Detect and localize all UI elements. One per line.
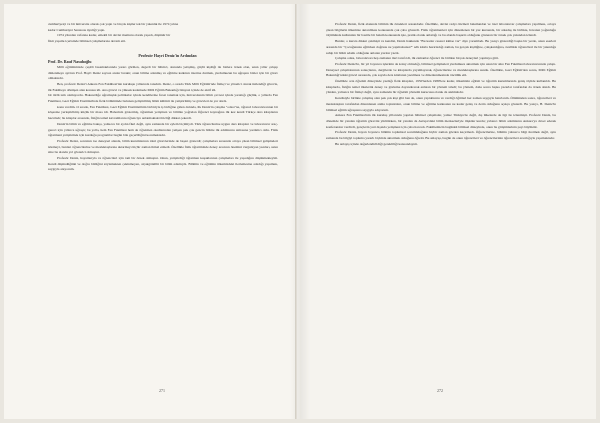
- paragraph: Ankara Fen Fakültesi'nin ilk kuruluş yıllarında yapılan bilimsel çalışmalar, yalnız Türkiye'de değil, dış ülkelerde de ilgi ile izlenmişti. Profesör Deniz, bu dönemde bir yandan öğretim görevini yürütürken, bir yandan da Avrupa'daki bilim merkezleriyle ilişkiler kurdu; yabancı bilim adamlarını Ankara'ya davet ederek konferanslar verdirdi, gençlerin yurt dışında yetişmesi için çaba harcadı. Fakültemizin bugünkü bilimsel düzeyinde, onun bu girişimlerinin payı büyüktür.: [326, 113, 556, 129]
- right-page-body: [326, 22, 556, 147]
- paragraph: bir türlü tam olamıyordu. Hakaretliğe uğramışlık politikalar içinde kendilerine fırsat tanımak için, üniversitenin bilim çevresi içinde yarattığı güçlük, o yıllarda Fen Fakültesi, Gazi Eğitim Enstitüsü'nde fizik bölümünde bulunan geliştirilmiş bilim kültürü ile yetiştirilmiş ve görevleri de yer alırdı.: [48, 93, 278, 104]
- paragraph: Deniz'in bilim ve eğitime bakışı, yalnızca bir aydın fikri değil, aynı zamanda bir eylem biçimiydi. Türk öğrencilerine uygun ders kitapları ve laboratuvar araç-gereci için yıllarca uğraştı; bu yolla, hem Fen Fakültesi hem de öğretmen okullarından yetişen pek çok gencin bilime ilk adımlarını atmasına yardımcı oldu. Fizik öğretmeni yetiştirmek için kurduğu programlar bugün bile geçerliliğini korumaktadır.: [48, 121, 278, 138]
- page-number-right: 272: [437, 388, 443, 393]
- intro-line: 1974 yılından vefatına kadar, emekli bir devlet memuru olarak yaşadı, düşünür bir: [57, 33, 171, 38]
- paragraph: Kendisiyle birlikte çalışmış olan pek çok kişi gibi ben de, onun yaptıklarını ve verdiği öğütleri her zaman saygıyla hatırlarım. Ölümünden sonra, öğrencileri ve meslektaşları tarafından düzenlenen anma toplantıları, onun bilime ve eğitime katkısının ne kadar geniş ve derin olduğunu açıkça gösterdi. Bu yazıyı, H. Deniz'in bilimsel eğitim uğraşısına saygıyla adıyorum.: [326, 96, 556, 112]
- article-heading: Profesör Hayri Deniz'in Ardından: [138, 52, 197, 58]
- paragraph: Profesör Deniz, sonraları ise deneysel alanda, bilim kurumlarının idari görevlerinde de başarı gösterdi; çalışmaları sırasında ortaya çıkan bilimsel gelişmeleri izlemeyi, bunları öğrencilerine ve meslektaşlarına aktarmayı hiçbir zaman ihmal etmedi. Özellikle fizik öğretiminde deney aracının önemini vurgulayan yazıları, uzun süre bu alanda yol gösterici olmuştur.: [48, 138, 278, 155]
- left-page: [4, 4, 300, 419]
- paragraph: Profesör Deniz, hayatlarıyla ve öğrencileri için tam bir örnek olmuştur. Onun, yetiştirdiği öğretmen kuşaklarının çalışmaları ile yaşadığını düşünmekteyim. Kendi düşündüğünü ve doğru bildiğini söylemekten çekinmeyen, alçakgönüllü bir bilim adamıydı. Bilimin ve eğitimin ülkemizdeki ilerlemesine adadığı yaşamını, saygıyla anıyorum.: [48, 156, 278, 172]
- intro-line: cumhuriyetçi ve bir üniversite olarak çok yaptı ve birçok kişiler tek bir yakınlık ile 1974 yılına: [48, 22, 179, 26]
- paragraph: konu verdim. O sırada, Fen Fakültesi, Gazi Eğitim Enstitüsü'nün birbiriyle iş birliğine giden dalında, ilk Deniz'in çalışma "odası"na, öğrenci laboratuvarının bir köşesine yerleştirilmiş küçük bir masa idi. Haberiniz göstermiş, öğretmen yetiştiren ve bilimle yoğrulan Öğrenci kaynağına ilk kez kendi Türkçe ders kitaplarını hazırladı; bu kitaplar arasında, fiziğin temel kavramlarını öğrenciye anlatmaktaki titizliği dikkat çekerdi.: [48, 104, 278, 121]
- paragraph: Bunlar, o kursta dikkat çekmişti ve kendisi, Deniz hakkında "Bu kadar cesaret kimse var" diye yorumladı. Bu yazıyı gösterdiği başka bir yerde, onun eserleri arasında bir "Çocuğunuzu eğitirken doğrusu ne yapmalısınız?" adlı kitabı hazırladığı zaman, bu gerçek kişiliğine, çalışkanlığına, özellikle öğrencileri ile bir yakınlığa sahip bir bilim adamı olduğunu anlatan yazılar yazdı.: [326, 39, 556, 55]
- paragraph: Profesör Deniz, fizik alanında bilimin ilk örnekleri arasındadır. Özellikle, devlet radyo hizmeti bakımından ve özel laboratuvar çalışmaları yapılması, ortaya çıkan bilgilerin ülkemize aktarılması konusunda çok çaba gösterdi. Fizik öğretmenleri için düzenlenen bir yaz kursunda, bir arkadaş ile birlikte, havanın yoğunluğu ölçümünde kullanılan bir basitle bir bakım konusunda işte, pratik olarak anlattığı ve bu alanda başarılı olduğunu gösteren bir örnek çok yakından izlendi.: [326, 22, 556, 38]
- paragraph: Profesör Deniz'in, bir yıl boyunca işlerinin de kolay olmadığı, bilimsel gelişmeleri yurdumuza aktarmak için uzun bir süre Fen Fakültesi laboratuvarında çalıştı. Deneysel çalışmalarının sonuçlarını, dergilerde ve kitaplarda yayımlayarak, öğrencilerine ve meslektaşlarına sundu. Özellikle, Gazi Eğitim'den sonra, Milli Eğitim Bakanlığı'ndaki görevi sırasında, çok sayıda ders kitabının yazılması ve düzenlenmesinde öncülük etti.: [326, 61, 556, 78]
- right-page: [300, 4, 596, 419]
- paragraph: Bu anlayış içinde değerlendirildiği gerekliliği kanısındayım.: [335, 141, 418, 146]
- left-page-body: [48, 22, 278, 173]
- page-number-left: 271: [159, 388, 165, 393]
- book-gutter: [295, 4, 297, 419]
- paragraph: Çalışma odası, laboratuvarı hep zamanın ileri tarafı idi, ilk zamanlar öğrenci ile birlikte birçok deneyleri yapmaya gitti.: [335, 56, 499, 61]
- paragraph: Milli eğitimimizde çeşitli basamaklarında yararı görülen, degerli bir bilimci, alanında yetişmiş, güçlü kişiliği ile bizlere örnek olan, uzun yıllar çalışıp dinlenmeye ayrılan Prof. Hayri Deniz sayısız anılar bıraktı; onun bilime adanmış ve eğitime katkıları üzerine durmak, yurdumuzun bu uğraşını bizler için bir görev olmaktadır.: [48, 64, 278, 81]
- article-author: Prof. Dr. Rauf Nasuhoğlu: [48, 58, 92, 64]
- intro-line: fikir yaşamı içerisinde bilimsel çalışmalarına devam etti.: [48, 39, 126, 44]
- book-spread: [4, 4, 596, 419]
- paragraph: Profesör Deniz, hayatı boyunca bilimin toplumsal sorumluluğunu hiçbir zaman gözden kaçırmadı. Öğrencilerine, bilimin yalnızca bilgi üretmek değil, aynı zamanda bu bilgiyi topluma yararlı biçimde aktarmak olduğunu öğretti. Bu anlayışı, bugün de onun öğrencileri ve öğrencilerinin öğrencileri aracılığıyla yaşamaktadır.: [326, 130, 556, 141]
- paragraph: Özellikle orta öğretim düzeyinde yazdığı fizik kitapları, 1950'lerden 1980'lere kadar, ülkemizin eğitim ve öğretim kurumlarında geniş ölçüde kullanıldı. Bu kitaplarda, fiziğin temel ilkelerini deney ve gözleme dayandırarak anlatan bir yöntem izledi; bu yöntem, daha sonra başka yazarlar tarafından da örnek alındı. Bu yüzden, yalnızca bir fizikçi değil, aynı zamanda bir öğretim yöntemi kurucusu olarak da anılmalıdır.: [326, 79, 556, 95]
- intro-line: kadar Cumhuriyet Senatosu üyeliği yaptı.: [48, 27, 106, 32]
- paragraph: Ben, profesör Deniz'i Ankara Fen Fakültesi'nin kuruluşu yıllarında tanıdım. Deniz, o sırada Türk Milli Eğitimi'nde fizikçi ve yönetici olarak üstlendiği görevle, ilk Fakülteye dönüşen alan konusu idi. Ana görevi ve yüksek kademede Milli Eğitim Bakanlığı bünyesi içinde de aktif idi.: [48, 81, 278, 92]
